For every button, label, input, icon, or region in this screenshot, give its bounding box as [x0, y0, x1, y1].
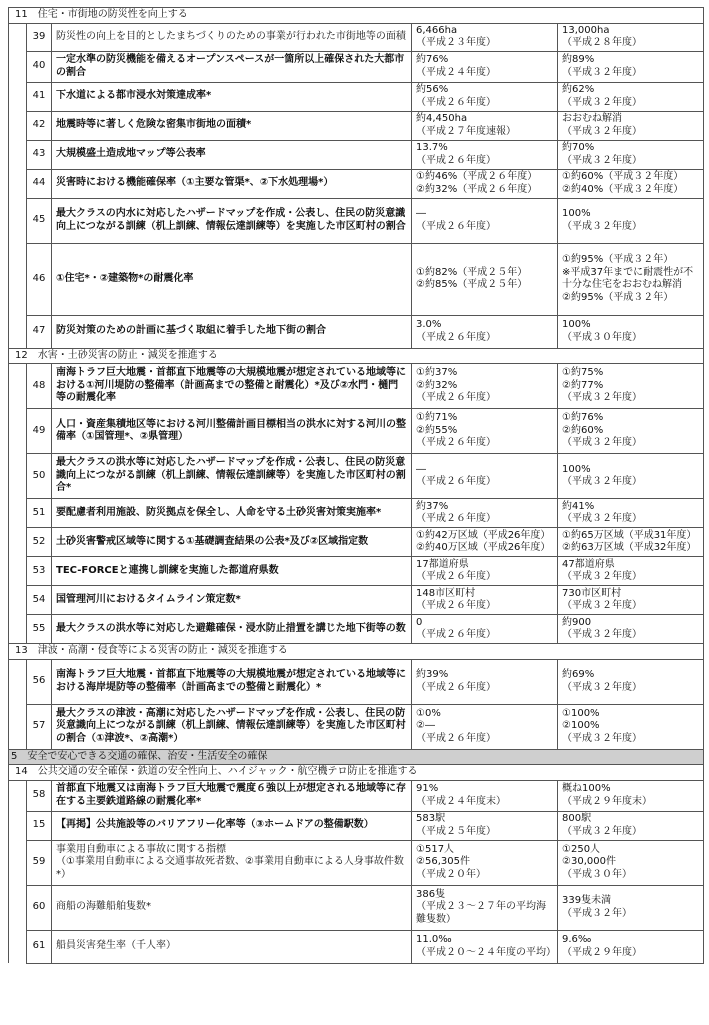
target-value: 概ね100% （平成２９年度末）: [558, 780, 704, 811]
indicator-number: 54: [27, 586, 52, 615]
indicator-row: [9, 704, 704, 749]
indent-spacer: [9, 930, 27, 963]
section-title: 13 津波・高潮・侵食等による災害の防止・減災を推進する: [9, 644, 704, 660]
indicator-name: 人口・資産集積地区等における河川整備計画目標相当の洪水に対する河川の整備率（①国管理*、②県管理）: [52, 409, 412, 454]
indicator-number: 57: [27, 704, 52, 749]
indent-spacer: [9, 315, 27, 348]
indent-spacer: [9, 169, 27, 198]
target-value: 約62% （平成３２年度）: [558, 82, 704, 111]
indent-spacer: [9, 885, 27, 930]
indent-spacer: [9, 704, 27, 749]
section-header-row: [9, 348, 704, 364]
target-value: ①約76% ②約60% （平成３２年度）: [558, 409, 704, 454]
baseline-value: 11.0‰ （平成２０～２４年度の平均）: [412, 930, 558, 963]
baseline-value: ①約82%（平成２５年） ②約85%（平成２５年）: [412, 243, 558, 315]
target-value: 100% （平成３２年度）: [558, 198, 704, 243]
indent-spacer: [9, 454, 27, 499]
indicator-name: TEC-FORCEと連携し訓練を実施した都道府県数: [52, 557, 412, 586]
baseline-value: 17都道府県 （平成２６年度）: [412, 557, 558, 586]
indicator-row: [9, 111, 704, 140]
indicator-name: 一定水準の防災機能を備えるオープンスペースが一箇所以上確保された大都市の割合: [52, 51, 412, 82]
indent-spacer: [9, 659, 27, 704]
indent-spacer: [9, 364, 27, 409]
section-header-row: [9, 644, 704, 660]
indicator-name: 地震時等に著しく危険な密集市街地の面積*: [52, 111, 412, 140]
indicator-name: 南海トラフ巨大地震・首都直下地震等の大規模地震が想定されている地域等における海岸堤防等の整備率（計画高までの整備と耐震化）*: [52, 659, 412, 704]
indicator-name: 災害時における機能確保率（①主要な管渠*、②下水処理場*）: [52, 169, 412, 198]
indicator-number: 41: [27, 82, 52, 111]
baseline-value: ①約37% ②約32% （平成２６年度）: [412, 364, 558, 409]
indicator-row: [9, 528, 704, 557]
target-value: ①約65万区域（平成31年度） ②約63万区域（平成32年度）: [558, 528, 704, 557]
indent-spacer: [9, 615, 27, 644]
indicator-row: [9, 409, 704, 454]
indicator-name: 商船の海難船舶隻数*: [52, 885, 412, 930]
indent-spacer: [9, 198, 27, 243]
target-value: 100% （平成３２年度）: [558, 454, 704, 499]
indicator-row: [9, 169, 704, 198]
indicator-name: 最大クラスの津波・高潮に対応したハザードマップを作成・公表し、住民の防災意識向上につながる訓練（机上訓練、情報伝達訓練等）を実施した市区町村の割合（①津波*、②高潮*）: [52, 704, 412, 749]
baseline-value: ①約42万区域（平成26年度） ②約40万区域（平成26年度）: [412, 528, 558, 557]
indicator-row: [9, 659, 704, 704]
major-section-row: [9, 749, 704, 765]
indicator-number: 48: [27, 364, 52, 409]
baseline-value: 6,466ha （平成２３年度）: [412, 23, 558, 51]
indicator-row: [9, 780, 704, 811]
target-value: ①約60%（平成３２年度） ②約40%（平成３２年度）: [558, 169, 704, 198]
baseline-value: 約76% （平成２４年度）: [412, 51, 558, 82]
target-value: 730市区町村 （平成３２年度）: [558, 586, 704, 615]
section-title: 12 水害・土砂災害の防止・減災を推進する: [9, 348, 704, 364]
indicator-number: 40: [27, 51, 52, 82]
indent-spacer: [9, 243, 27, 315]
target-value: 約70% （平成３２年度）: [558, 140, 704, 169]
section-header-row: [9, 765, 704, 781]
baseline-value: 約56% （平成２６年度）: [412, 82, 558, 111]
indicator-row: [9, 586, 704, 615]
indent-spacer: [9, 780, 27, 811]
indicator-name: 最大クラスの洪水等に対応した避難確保・浸水防止措置を講じた地下街等の数: [52, 615, 412, 644]
indicator-name: 防災対策のための計画に基づく取組に着手した地下街の割合: [52, 315, 412, 348]
indicator-row: [9, 243, 704, 315]
baseline-value: 約39% （平成２６年度）: [412, 659, 558, 704]
target-value: 約900 （平成３２年度）: [558, 615, 704, 644]
baseline-value: 約37% （平成２６年度）: [412, 499, 558, 528]
target-value: ①250人 ②30,000件 （平成３０年）: [558, 840, 704, 885]
indicator-row: [9, 499, 704, 528]
indent-spacer: [9, 82, 27, 111]
indicator-row: [9, 315, 704, 348]
baseline-value: ①約71% ②約55% （平成２６年度）: [412, 409, 558, 454]
indent-spacer: [9, 51, 27, 82]
indicator-row: [9, 140, 704, 169]
indicator-number: 56: [27, 659, 52, 704]
indicator-name: 防災性の向上を目的としたまちづくりのための事業が行われた市街地等の面積: [52, 23, 412, 51]
indicator-number: 55: [27, 615, 52, 644]
section-header-row: [9, 8, 704, 24]
target-value: 47都道府県 （平成３２年度）: [558, 557, 704, 586]
indicator-number: 51: [27, 499, 52, 528]
indicator-number: 42: [27, 111, 52, 140]
indicator-number: 49: [27, 409, 52, 454]
indicator-number: 44: [27, 169, 52, 198]
indent-spacer: [9, 528, 27, 557]
indicator-name: 大規模盛土造成地マップ等公表率: [52, 140, 412, 169]
indicator-name: 要配慮者利用施設、防災拠点を保全し、人命を守る土砂災害対策実施率*: [52, 499, 412, 528]
baseline-value: 3.0% （平成２６年度）: [412, 315, 558, 348]
target-value: 約69% （平成３２年度）: [558, 659, 704, 704]
indent-spacer: [9, 111, 27, 140]
target-value: 13,000ha （平成２８年度）: [558, 23, 704, 51]
baseline-value: 約4,450ha （平成２７年度速報）: [412, 111, 558, 140]
indicator-number: 58: [27, 780, 52, 811]
indicator-number: 47: [27, 315, 52, 348]
section-title: 14 公共交通の安全確保・鉄道の安全性向上、ハイジャック・航空機テロ防止を推進する: [9, 765, 704, 781]
indicator-row: [9, 364, 704, 409]
baseline-value: ①約46%（平成２６年度） ②約32%（平成２６年度）: [412, 169, 558, 198]
baseline-value: ①0% ②― （平成２６年度）: [412, 704, 558, 749]
indicator-name: 【再掲】公共施設等のバリアフリー化率等（③ホームドアの整備駅数）: [52, 811, 412, 840]
baseline-value: 148市区町村 （平成２６年度）: [412, 586, 558, 615]
baseline-value: ― （平成２６年度）: [412, 198, 558, 243]
baseline-value: 0 （平成２６年度）: [412, 615, 558, 644]
indicator-number: 39: [27, 23, 52, 51]
indicator-number: 43: [27, 140, 52, 169]
baseline-value: 91% （平成２４年度末）: [412, 780, 558, 811]
indent-spacer: [9, 811, 27, 840]
indent-spacer: [9, 840, 27, 885]
indicator-number: 50: [27, 454, 52, 499]
indicator-number: 46: [27, 243, 52, 315]
indicator-name: ①住宅*・②建築物*の耐震化率: [52, 243, 412, 315]
indicator-row: [9, 454, 704, 499]
indicator-row: [9, 885, 704, 930]
indicator-number: 53: [27, 557, 52, 586]
indicator-row: [9, 615, 704, 644]
indent-spacer: [9, 23, 27, 51]
target-value: おおむね解消 （平成３２年度）: [558, 111, 704, 140]
indent-spacer: [9, 557, 27, 586]
baseline-value: 13.7% （平成２６年度）: [412, 140, 558, 169]
major-section-title: 5 安全で安心できる交通の確保、治安・生活安全の確保: [9, 749, 704, 765]
indicator-row: [9, 811, 704, 840]
indicator-row: [9, 23, 704, 51]
indicator-name: 最大クラスの洪水等に対応したハザードマップを作成・公表し、住民の防災意識向上につながる訓練（机上訓練、情報伝達訓練等）を実施した市区町村の割合*: [52, 454, 412, 499]
indicator-name: 首都直下地震又は南海トラフ巨大地震で震度６強以上が想定される地域等に存在する主要鉄道路線の耐震化率*: [52, 780, 412, 811]
indicator-number: 60: [27, 885, 52, 930]
baseline-value: 583駅 （平成２５年度）: [412, 811, 558, 840]
indent-spacer: [9, 140, 27, 169]
target-value: ①100% ②100% （平成３２年度）: [558, 704, 704, 749]
indicator-name: 南海トラフ巨大地震・首都直下地震等の大規模地震が想定されている地域等における①河川堤防の整備率（計画高までの整備と耐震化）*及び②水門・樋門等の耐震化率: [52, 364, 412, 409]
target-value: 約89% （平成３２年度）: [558, 51, 704, 82]
indicator-row: [9, 198, 704, 243]
target-value: 800駅 （平成３２年度）: [558, 811, 704, 840]
indicator-name: 下水道による都市浸水対策達成率*: [52, 82, 412, 111]
indicator-row: [9, 557, 704, 586]
indent-spacer: [9, 499, 27, 528]
indicator-table-body: [9, 8, 704, 964]
indent-spacer: [9, 409, 27, 454]
baseline-value: ― （平成２６年度）: [412, 454, 558, 499]
indicator-number: 59: [27, 840, 52, 885]
target-value: ①約75% ②約77% （平成３２年度）: [558, 364, 704, 409]
indicator-row: [9, 82, 704, 111]
indicator-name: 土砂災害警戒区域等に関する①基礎調査結果の公表*及び②区域指定数: [52, 528, 412, 557]
target-value: 約41% （平成３２年度）: [558, 499, 704, 528]
indicator-name: 国管理河川におけるタイムライン策定数*: [52, 586, 412, 615]
target-value: 339隻未満 （平成３２年）: [558, 885, 704, 930]
indicator-row: [9, 51, 704, 82]
indicator-number: 52: [27, 528, 52, 557]
indicator-table: [8, 7, 704, 964]
indicator-name: 最大クラスの内水に対応したハザードマップを作成・公表し、住民の防災意識向上につながる訓練（机上訓練、情報伝達訓練等）を実施した市区町村の割合: [52, 198, 412, 243]
indicator-name: 船員災害発生率（千人率）: [52, 930, 412, 963]
section-title: 11 住宅・市街地の防災性を向上する: [9, 8, 704, 24]
target-value: ①約95%（平成３２年） ※平成37年までに耐震性が不十分な住宅をおおむね解消 ②約95%（平成３２年）: [558, 243, 704, 315]
indent-spacer: [9, 586, 27, 615]
indicator-number: 45: [27, 198, 52, 243]
indicator-name: 事業用自動車による事故に関する指標 （①事業用自動車による交通事故死者数、②事業用自動車による人身事故件数*）: [52, 840, 412, 885]
target-value: 100% （平成３０年度）: [558, 315, 704, 348]
indicator-row: [9, 840, 704, 885]
indicator-number: 61: [27, 930, 52, 963]
indicator-row: [9, 930, 704, 963]
target-value: 9.6‰ （平成２９年度）: [558, 930, 704, 963]
baseline-value: 386隻 （平成２３～２７年の平均海難隻数）: [412, 885, 558, 930]
indicator-number: 15: [27, 811, 52, 840]
baseline-value: ①517人 ②56,305件 （平成２０年）: [412, 840, 558, 885]
